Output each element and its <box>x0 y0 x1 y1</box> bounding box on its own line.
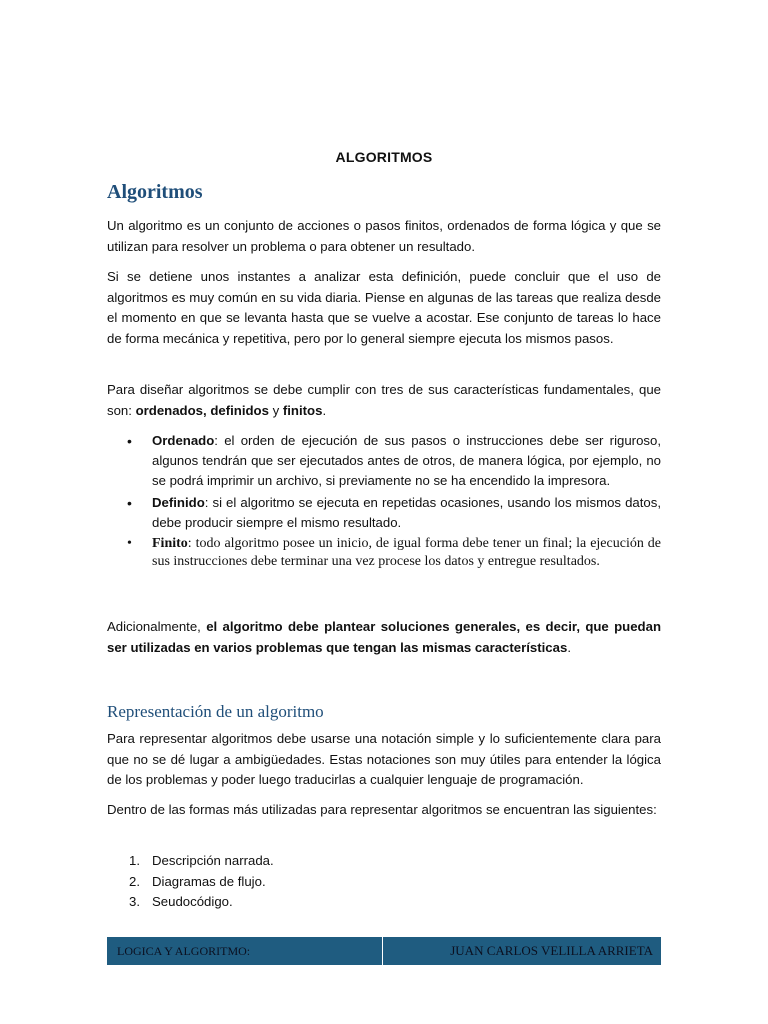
characteristics-bold-2: finitos <box>282 402 323 418</box>
additional-end: . <box>567 639 571 655</box>
list-item <box>107 872 274 893</box>
list-number: 3. <box>129 894 140 910</box>
list-text: Descripción narrada. <box>152 853 274 868</box>
bullet-text: : todo algoritmo posee un inicio, de igual forma debe tener un final; la ejecución de sus instrucciones debe terminar una vez procese los datos y entregue resultados. <box>152 536 661 570</box>
bullet-term: Finito <box>152 536 188 552</box>
footer-author-name: JUAN CARLOS VELILLA ARRIETA <box>450 943 653 958</box>
section-heading-algoritmos: Algoritmos <box>107 181 203 203</box>
main-title: ALGORITMOS <box>335 149 433 165</box>
bullet-icon: • <box>127 536 132 552</box>
list-number: 1. <box>129 853 140 868</box>
paragraph-forms: Dentro de las formas más utilizadas para representar algoritmos se encuentran las siguientes: <box>107 802 657 817</box>
bullet-term: Ordenado <box>152 433 215 448</box>
page-footer <box>107 937 661 965</box>
list-item <box>107 851 274 872</box>
bullet-text: : si el algoritmo se ejecuta en repetidas ocasiones, usando los mismos datos, debe producir siempre el mismo resultado. <box>152 494 661 530</box>
additional-bold: el algoritmo debe plantear soluciones generales, es decir, que puedan ser utilizadas en varios problemas que tengan las mismas características <box>107 619 661 655</box>
list-item-finito <box>107 535 661 571</box>
characteristics-mid: y <box>268 402 283 418</box>
list-item-ordenado <box>107 431 661 492</box>
characteristics-bold-1: ordenados, definidos <box>135 402 269 418</box>
list-number: 2. <box>129 873 140 889</box>
paragraph-additional <box>107 617 661 658</box>
footer-course-title: LOGICA Y ALGORITMO: <box>107 937 383 965</box>
bullet-icon: • <box>127 494 132 511</box>
paragraph-representation: Para representar algoritmos debe usarse una notación simple y lo suficientemente clara para que no se dé lugar a ambigüedades. Estas notaciones son muy útiles para entender la lógica de los problemas y poder luego traducirlas a cualquier lenguaje de programación. <box>107 731 661 788</box>
characteristics-end: . <box>322 402 327 418</box>
representation-forms-list <box>107 851 274 913</box>
characteristics-lead: Para diseñar algoritmos se debe cumplir con tres de sus características fundamentales, que son: <box>107 382 661 418</box>
section-heading-representacion: Representación de un algoritmo <box>107 702 324 721</box>
list-text: Diagramas de flujo. <box>152 873 266 889</box>
paragraph-daily-use: Si se detiene unos instantes a analizar esta definición, puede concluir que el uso de algoritmos es muy común en su vida diaria. Piense en algunas de las tareas que realiza desde el momento en que se levanta hasta que se vuelve a acostar. Ese conjunto de tareas lo hace de forma mecánica y repetitiva, pero por lo general siempre ejecuta los mismos pasos. <box>107 269 661 346</box>
list-item <box>107 892 274 913</box>
list-text: Seudocódigo. <box>152 894 233 910</box>
paragraph-definition: Un algoritmo es un conjunto de acciones o pasos finitos, ordenados de forma lógica y que se utilizan para resolver un problema o para obtener un resultado. <box>107 218 661 254</box>
bullet-term: Definido <box>152 494 205 510</box>
additional-lead: Adicionalmente, <box>107 619 207 634</box>
list-item-definido <box>107 493 661 533</box>
characteristics-list <box>107 431 661 571</box>
bullet-icon: • <box>127 433 132 449</box>
bullet-text: : el orden de ejecución de sus pasos o instrucciones debe ser riguroso, algunos tendrán que ser ejecutados antes de otros, de manera lógica, por ejemplo, no se podrá imprimir un archivo, si previamente no se ha encendido la impresora. <box>152 433 661 489</box>
paragraph-characteristics <box>107 380 661 421</box>
